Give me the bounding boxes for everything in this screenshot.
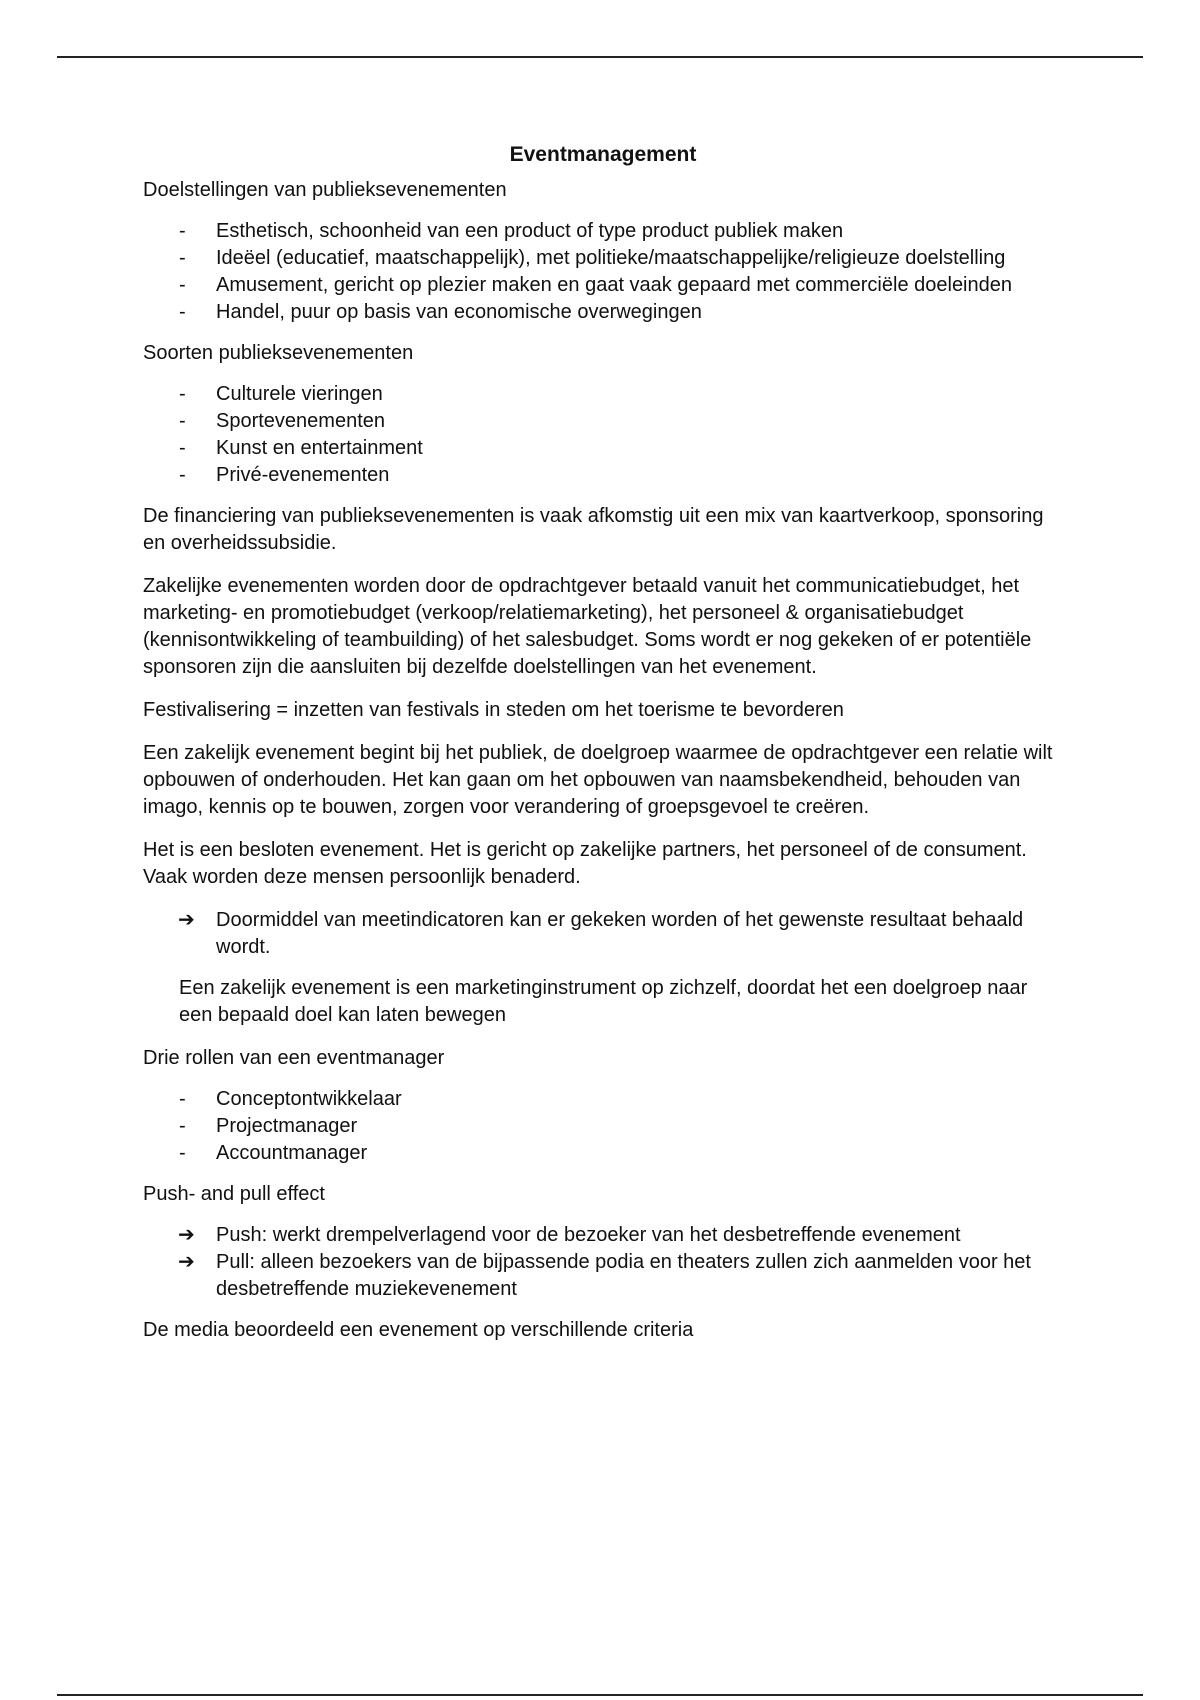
marketing-instrument-paragraph: Een zakelijk evenement is een marketinginstrument op zichzelf, doordat het een doelgroep naar een bepaald doel kan laten bewegen bbox=[179, 977, 1028, 1026]
pushpull-heading: Push- and pull effect bbox=[143, 1183, 325, 1205]
festivalisering-paragraph: Festivalisering = inzetten van festivals in steden om het toerisme te bevorderen bbox=[143, 699, 844, 721]
list-item: - Sportevenementen bbox=[143, 408, 1063, 435]
dash-bullet: - bbox=[179, 464, 186, 486]
dash-bullet: - bbox=[179, 301, 186, 323]
dash-bullet: - bbox=[179, 410, 186, 432]
roles-heading: Drie rollen van een eventmanager bbox=[143, 1047, 445, 1069]
indicator-arrow-list bbox=[143, 907, 1063, 961]
list-item: - Projectmanager bbox=[143, 1113, 1063, 1140]
arrow-right-icon: ➔ bbox=[178, 1251, 195, 1273]
top-rule bbox=[57, 56, 1143, 58]
list-item: - Ideëel (educatief, maatschappelijk), met politieke/maatschappelijke/religieuze doelstelling bbox=[143, 245, 1063, 272]
dash-bullet: - bbox=[179, 220, 186, 242]
goals-heading: Doelstellingen van publieksevenementen bbox=[143, 179, 507, 201]
list-item: ➔ Doormiddel van meetindicatoren kan er gekeken worden of het gewenste resultaat behaald wordt. bbox=[178, 909, 1024, 958]
arrow-right-icon: ➔ bbox=[178, 909, 195, 931]
dash-bullet: - bbox=[179, 1088, 186, 1110]
list-item: ➔ Pull: alleen bezoekers van de bijpassende podia en theaters zullen zich aanmelden voor het desbetreffende muziekevenement bbox=[178, 1251, 1031, 1300]
roles-list bbox=[143, 1086, 1063, 1167]
dash-bullet: - bbox=[179, 274, 186, 296]
dash-bullet: - bbox=[179, 1115, 186, 1137]
goals-list bbox=[143, 218, 1063, 326]
dash-bullet: - bbox=[179, 437, 186, 459]
financing-paragraph: De financiering van publieksevenementen is vaak afkomstig uit een mix van kaartverkoop, sponsoring en overheidssubsidie. bbox=[143, 505, 1044, 554]
page-title: Eventmanagement bbox=[509, 143, 697, 166]
types-heading: Soorten publieksevenementen bbox=[143, 342, 414, 364]
list-item: - Amusement, gericht op plezier maken en gaat vaak gepaard met commerciële doeleinden bbox=[143, 272, 1063, 299]
list-item: - Culturele vieringen bbox=[143, 381, 1063, 408]
types-list bbox=[143, 381, 1063, 489]
list-item: - Kunst en entertainment bbox=[143, 435, 1063, 462]
document-body bbox=[143, 140, 1063, 1360]
bottom-rule bbox=[57, 1694, 1143, 1696]
dash-bullet: - bbox=[179, 247, 186, 269]
list-item: - Privé-evenementen bbox=[143, 462, 1063, 489]
pushpull-list bbox=[143, 1222, 1063, 1303]
closed-event-paragraph: Het is een besloten evenement. Het is gericht op zakelijke partners, het personeel of de consument. Vaak worden deze mensen persoonlijk benaderd. bbox=[143, 839, 1027, 888]
list-item: - Handel, puur op basis van economische overwegingen bbox=[143, 299, 1063, 326]
list-item: ➔ Push: werkt drempelverlagend voor de bezoeker van het desbetreffende evenement bbox=[143, 1222, 1063, 1249]
dash-bullet: - bbox=[179, 1142, 186, 1164]
list-item: - Accountmanager bbox=[143, 1140, 1063, 1167]
dash-bullet: - bbox=[179, 383, 186, 405]
arrow-right-icon: ➔ bbox=[178, 1224, 195, 1246]
audience-paragraph: Een zakelijk evenement begint bij het publiek, de doelgroep waarmee de opdrachtgever een relatie wilt opbouwen of onderhouden. Het kan gaan om het opbouwen van naamsbekendheid, behouden van imago, kennis op te bouwen, zorgen voor verandering of groepsgevoel te creëren. bbox=[143, 742, 1053, 818]
business-events-paragraph: Zakelijke evenementen worden door de opdrachtgever betaald vanuit het communicatiebudget, het marketing- en promotiebudget (verkoop/relatiemarketing), het personeel & organisatiebudget (kennisontwikkeling of teambuilding) of het salesbudget. Soms wordt er nog gekeken of er potentiële sponsoren zijn die aansluiten bij dezelfde doelstellingen van het evenement. bbox=[143, 575, 1032, 678]
list-item: - Esthetisch, schoonheid van een product of type product publiek maken bbox=[143, 218, 1063, 245]
list-item: - Conceptontwikkelaar bbox=[143, 1086, 1063, 1113]
media-paragraph: De media beoordeeld een evenement op verschillende criteria bbox=[143, 1319, 694, 1341]
